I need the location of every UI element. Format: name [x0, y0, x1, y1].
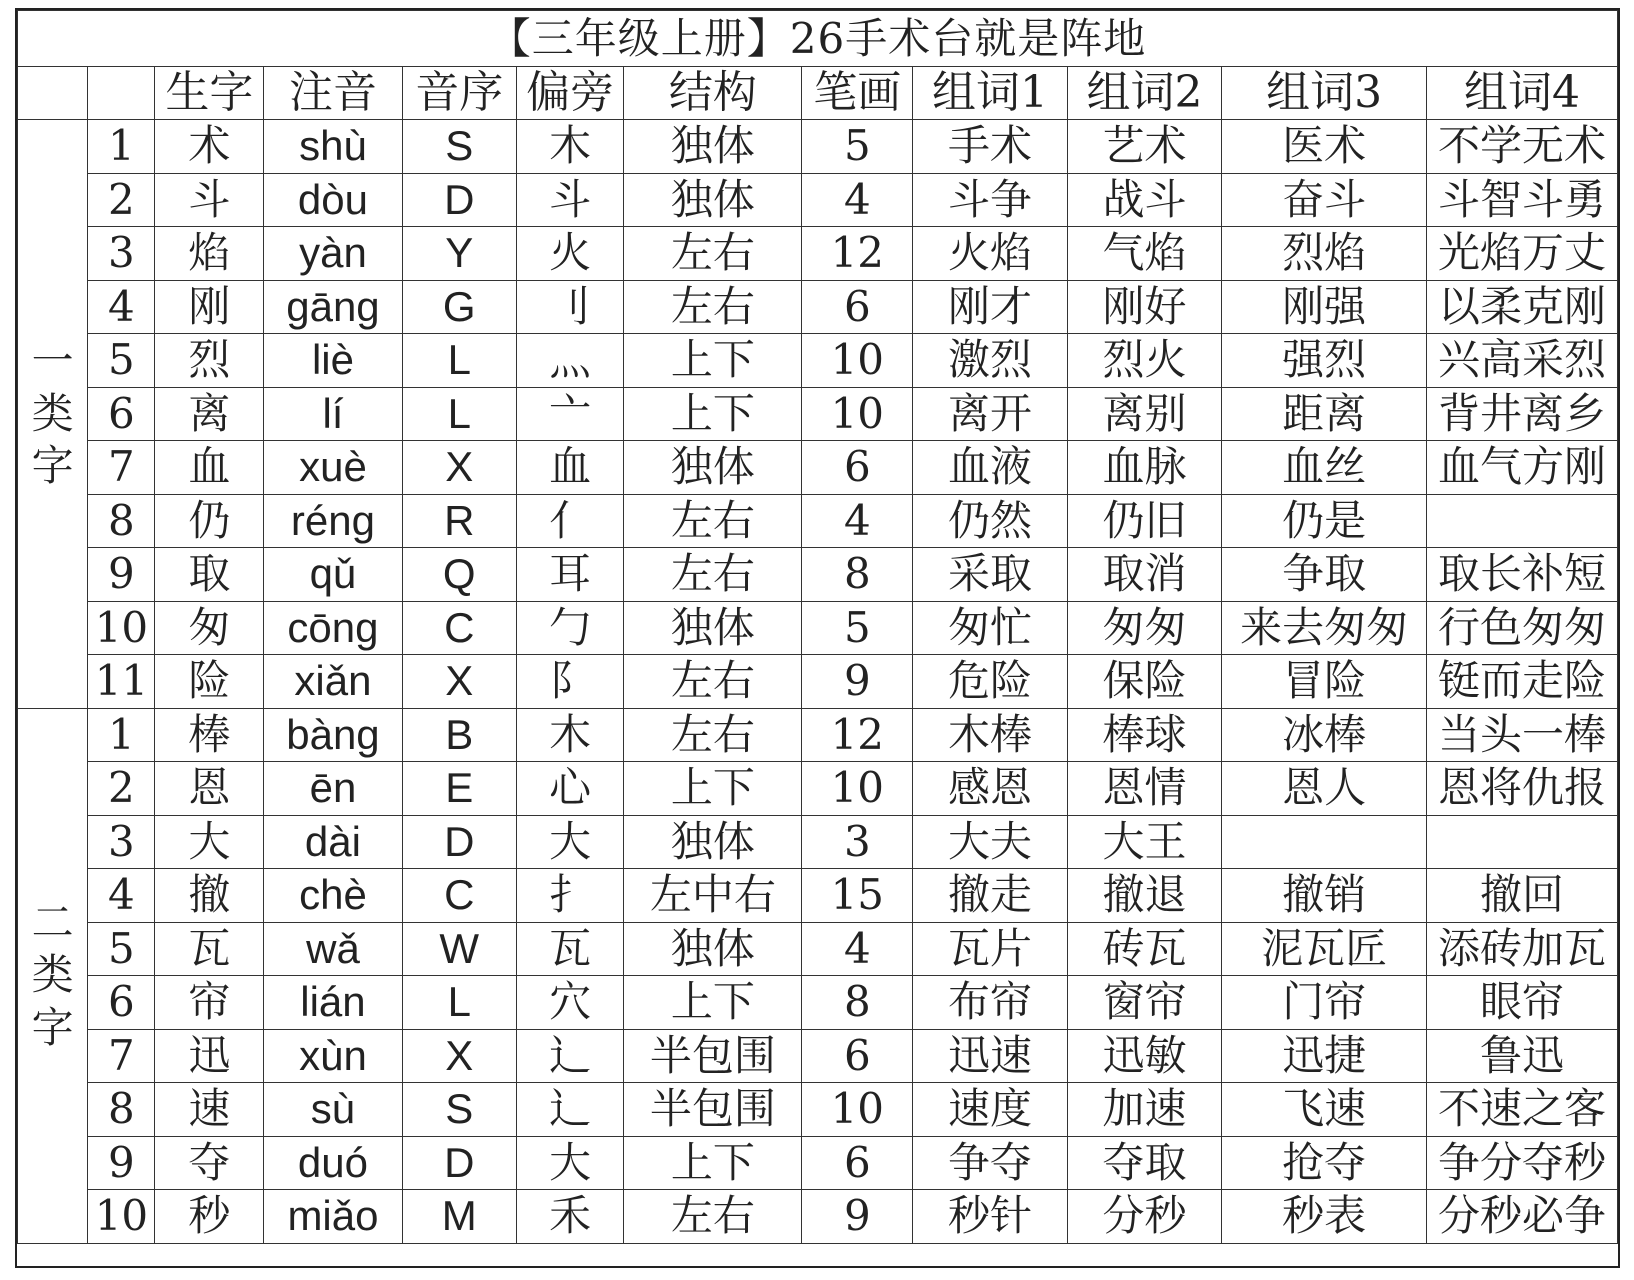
word2-cell: 迅敏	[1067, 1029, 1222, 1083]
strokes-cell: 6	[802, 1136, 913, 1190]
character-cell: 险	[155, 655, 264, 709]
structure-cell: 上下	[624, 387, 802, 441]
word4-cell: 分秒必争	[1426, 1190, 1617, 1244]
order-cell: X	[402, 1029, 516, 1083]
header-row	[18, 67, 1618, 120]
character-cell: 取	[155, 548, 264, 602]
pinyin-cell: liè	[264, 334, 403, 388]
strokes-cell: 5	[802, 120, 913, 174]
vocabulary-table	[17, 10, 1618, 1244]
number-cell: 7	[88, 441, 155, 495]
word1-cell: 火焰	[913, 227, 1068, 281]
word3-cell: 烈焰	[1222, 227, 1427, 281]
word3-cell: 来去匆匆	[1222, 601, 1427, 655]
radical-cell: 大	[516, 815, 624, 869]
order-cell: X	[402, 441, 516, 495]
pinyin-cell: lí	[264, 387, 403, 441]
header-cell-pinyin: 注音	[264, 67, 403, 120]
strokes-cell: 10	[802, 387, 913, 441]
character-cell: 瓦	[155, 922, 264, 976]
number-cell: 9	[88, 1136, 155, 1190]
header-cell-blank-group	[18, 67, 88, 120]
word1-cell: 速度	[913, 1083, 1068, 1137]
number-cell: 4	[88, 869, 155, 923]
radical-cell: 血	[516, 441, 624, 495]
character-cell: 秒	[155, 1190, 264, 1244]
header-cell-char: 生字	[155, 67, 264, 120]
pinyin-cell: bàng	[264, 708, 403, 762]
word2-cell: 加速	[1067, 1083, 1222, 1137]
table-row	[18, 1190, 1618, 1244]
strokes-cell: 9	[802, 1190, 913, 1244]
word4-cell: 撤回	[1426, 869, 1617, 923]
strokes-cell: 3	[802, 815, 913, 869]
number-cell: 1	[88, 708, 155, 762]
character-cell: 夺	[155, 1136, 264, 1190]
character-cell: 血	[155, 441, 264, 495]
radical-cell: 扌	[516, 869, 624, 923]
word2-cell: 棒球	[1067, 708, 1222, 762]
word4-cell: 光焰万丈	[1426, 227, 1617, 281]
pinyin-cell: shù	[264, 120, 403, 174]
structure-cell: 上下	[624, 976, 802, 1030]
order-cell: D	[402, 1136, 516, 1190]
number-cell: 5	[88, 334, 155, 388]
order-cell: B	[402, 708, 516, 762]
word4-cell: 铤而走险	[1426, 655, 1617, 709]
word1-cell: 争夺	[913, 1136, 1068, 1190]
structure-cell: 上下	[624, 762, 802, 816]
pinyin-cell: xùn	[264, 1029, 403, 1083]
character-cell: 迅	[155, 1029, 264, 1083]
strokes-cell: 8	[802, 976, 913, 1030]
pinyin-cell: yàn	[264, 227, 403, 281]
header-cell-strokes: 笔画	[802, 67, 913, 120]
order-cell: D	[402, 815, 516, 869]
word3-cell	[1222, 815, 1427, 869]
strokes-cell: 8	[802, 548, 913, 602]
word4-cell: 兴高采烈	[1426, 334, 1617, 388]
radical-cell: 阝	[516, 655, 624, 709]
word1-cell: 木棒	[913, 708, 1068, 762]
word1-cell: 斗争	[913, 173, 1068, 227]
structure-cell: 左右	[624, 1190, 802, 1244]
word1-cell: 采取	[913, 548, 1068, 602]
word2-cell: 血脉	[1067, 441, 1222, 495]
table-row	[18, 387, 1618, 441]
word4-cell: 行色匆匆	[1426, 601, 1617, 655]
word3-cell: 仍是	[1222, 494, 1427, 548]
word4-cell: 背井离乡	[1426, 387, 1617, 441]
character-cell: 大	[155, 815, 264, 869]
radical-cell: 亠	[516, 387, 624, 441]
word1-cell: 迅速	[913, 1029, 1068, 1083]
pinyin-cell: dòu	[264, 173, 403, 227]
strokes-cell: 12	[802, 708, 913, 762]
radical-cell: 辶	[516, 1029, 624, 1083]
pinyin-cell: wǎ	[264, 922, 403, 976]
word3-cell: 距离	[1222, 387, 1427, 441]
strokes-cell: 6	[802, 441, 913, 495]
character-cell: 恩	[155, 762, 264, 816]
pinyin-cell: miǎo	[264, 1190, 403, 1244]
word1-cell: 布帘	[913, 976, 1068, 1030]
word3-cell: 迅捷	[1222, 1029, 1427, 1083]
word4-cell: 以柔克刚	[1426, 280, 1617, 334]
word1-cell: 感恩	[913, 762, 1068, 816]
order-cell: D	[402, 173, 516, 227]
word1-cell: 危险	[913, 655, 1068, 709]
table-row	[18, 441, 1618, 495]
word2-cell: 窗帘	[1067, 976, 1222, 1030]
order-cell: W	[402, 922, 516, 976]
word4-cell: 取长补短	[1426, 548, 1617, 602]
word1-cell: 秒针	[913, 1190, 1068, 1244]
character-cell: 刚	[155, 280, 264, 334]
character-cell: 匆	[155, 601, 264, 655]
radical-cell: 耳	[516, 548, 624, 602]
table-row	[18, 762, 1618, 816]
header-cell-structure: 结构	[624, 67, 802, 120]
table-row	[18, 494, 1618, 548]
number-cell: 6	[88, 976, 155, 1030]
title-row	[18, 11, 1618, 67]
group-label-cell	[18, 120, 88, 709]
number-cell: 8	[88, 1083, 155, 1137]
pinyin-cell: gāng	[264, 280, 403, 334]
order-cell: C	[402, 601, 516, 655]
word3-cell: 泥瓦匠	[1222, 922, 1427, 976]
word4-cell	[1426, 815, 1617, 869]
number-cell: 5	[88, 922, 155, 976]
order-cell: S	[402, 1083, 516, 1137]
radical-cell: 禾	[516, 1190, 624, 1244]
order-cell: M	[402, 1190, 516, 1244]
structure-cell: 上下	[624, 1136, 802, 1190]
pinyin-cell: duó	[264, 1136, 403, 1190]
strokes-cell: 10	[802, 762, 913, 816]
order-cell: G	[402, 280, 516, 334]
word2-cell: 夺取	[1067, 1136, 1222, 1190]
word3-cell: 争取	[1222, 548, 1427, 602]
character-cell: 斗	[155, 173, 264, 227]
word2-cell: 气焰	[1067, 227, 1222, 281]
word3-cell: 飞速	[1222, 1083, 1427, 1137]
word1-cell: 仍然	[913, 494, 1068, 548]
radical-cell: 勹	[516, 601, 624, 655]
word2-cell: 仍旧	[1067, 494, 1222, 548]
radical-cell: 斗	[516, 173, 624, 227]
character-cell: 术	[155, 120, 264, 174]
character-cell: 焰	[155, 227, 264, 281]
word2-cell: 离别	[1067, 387, 1222, 441]
word3-cell: 恩人	[1222, 762, 1427, 816]
character-cell: 棒	[155, 708, 264, 762]
order-cell: X	[402, 655, 516, 709]
word2-cell: 艺术	[1067, 120, 1222, 174]
word4-cell: 眼帘	[1426, 976, 1617, 1030]
word1-cell: 瓦片	[913, 922, 1068, 976]
word4-cell: 恩将仇报	[1426, 762, 1617, 816]
number-cell: 1	[88, 120, 155, 174]
table-row	[18, 173, 1618, 227]
pinyin-cell: ēn	[264, 762, 403, 816]
order-cell: C	[402, 869, 516, 923]
number-cell: 2	[88, 173, 155, 227]
table-row	[18, 601, 1618, 655]
pinyin-cell: xuè	[264, 441, 403, 495]
table-row	[18, 280, 1618, 334]
table-row	[18, 227, 1618, 281]
structure-cell: 独体	[624, 815, 802, 869]
number-cell: 6	[88, 387, 155, 441]
order-cell: Q	[402, 548, 516, 602]
radical-cell: 大	[516, 1136, 624, 1190]
word4-cell: 血气方刚	[1426, 441, 1617, 495]
character-cell: 帘	[155, 976, 264, 1030]
table-row	[18, 334, 1618, 388]
radical-cell: 穴	[516, 976, 624, 1030]
radical-cell: 火	[516, 227, 624, 281]
word4-cell: 斗智斗勇	[1426, 173, 1617, 227]
word2-cell: 恩情	[1067, 762, 1222, 816]
pinyin-cell: qǔ	[264, 548, 403, 602]
header-cell-order: 音序	[402, 67, 516, 120]
table-row	[18, 1136, 1618, 1190]
word1-cell: 激烈	[913, 334, 1068, 388]
strokes-cell: 5	[802, 601, 913, 655]
pinyin-cell: xiǎn	[264, 655, 403, 709]
word4-cell: 不速之客	[1426, 1083, 1617, 1137]
structure-cell: 左右	[624, 708, 802, 762]
strokes-cell: 4	[802, 922, 913, 976]
number-cell: 7	[88, 1029, 155, 1083]
structure-cell: 半包围	[624, 1083, 802, 1137]
table-row	[18, 548, 1618, 602]
pinyin-cell: chè	[264, 869, 403, 923]
number-cell: 3	[88, 815, 155, 869]
radical-cell: 灬	[516, 334, 624, 388]
group-label: 一类字	[31, 336, 74, 490]
structure-cell: 独体	[624, 120, 802, 174]
table-row	[18, 655, 1618, 709]
word2-cell: 匆匆	[1067, 601, 1222, 655]
character-cell: 离	[155, 387, 264, 441]
structure-cell: 左右	[624, 655, 802, 709]
word2-cell: 刚好	[1067, 280, 1222, 334]
strokes-cell: 10	[802, 334, 913, 388]
structure-cell: 左中右	[624, 869, 802, 923]
structure-cell: 左右	[624, 227, 802, 281]
strokes-cell: 9	[802, 655, 913, 709]
word3-cell: 血丝	[1222, 441, 1427, 495]
word2-cell: 砖瓦	[1067, 922, 1222, 976]
radical-cell: 心	[516, 762, 624, 816]
number-cell: 10	[88, 601, 155, 655]
structure-cell: 独体	[624, 173, 802, 227]
word2-cell: 分秒	[1067, 1190, 1222, 1244]
structure-cell: 独体	[624, 441, 802, 495]
structure-cell: 半包围	[624, 1029, 802, 1083]
radical-cell: 瓦	[516, 922, 624, 976]
radical-cell: 木	[516, 708, 624, 762]
order-cell: Y	[402, 227, 516, 281]
word3-cell: 秒表	[1222, 1190, 1427, 1244]
number-cell: 11	[88, 655, 155, 709]
word4-cell: 争分夺秒	[1426, 1136, 1617, 1190]
word4-cell: 当头一棒	[1426, 708, 1617, 762]
table-row	[18, 708, 1618, 762]
page-title: 【三年级上册】26手术台就是阵地	[18, 11, 1618, 67]
header-cell-word2: 组词2	[1067, 67, 1222, 120]
word4-cell	[1426, 494, 1617, 548]
radical-cell: 刂	[516, 280, 624, 334]
order-cell: L	[402, 334, 516, 388]
header-cell-word4: 组词4	[1426, 67, 1617, 120]
pinyin-cell: lián	[264, 976, 403, 1030]
number-cell: 9	[88, 548, 155, 602]
header-cell-word1: 组词1	[913, 67, 1068, 120]
word3-cell: 门帘	[1222, 976, 1427, 1030]
pinyin-cell: réng	[264, 494, 403, 548]
header-cell-blank-number	[88, 67, 155, 120]
table-row	[18, 120, 1618, 174]
number-cell: 2	[88, 762, 155, 816]
structure-cell: 左右	[624, 280, 802, 334]
word1-cell: 离开	[913, 387, 1068, 441]
pinyin-cell: cōng	[264, 601, 403, 655]
strokes-cell: 10	[802, 1083, 913, 1137]
structure-cell: 上下	[624, 334, 802, 388]
structure-cell: 独体	[624, 601, 802, 655]
word1-cell: 刚才	[913, 280, 1068, 334]
word3-cell: 抢夺	[1222, 1136, 1427, 1190]
word3-cell: 冰棒	[1222, 708, 1427, 762]
word3-cell: 强烈	[1222, 334, 1427, 388]
word2-cell: 烈火	[1067, 334, 1222, 388]
word1-cell: 匆忙	[913, 601, 1068, 655]
number-cell: 4	[88, 280, 155, 334]
word2-cell: 撤退	[1067, 869, 1222, 923]
order-cell: L	[402, 976, 516, 1030]
word2-cell: 大王	[1067, 815, 1222, 869]
order-cell: L	[402, 387, 516, 441]
order-cell: R	[402, 494, 516, 548]
structure-cell: 左右	[624, 494, 802, 548]
word4-cell: 添砖加瓦	[1426, 922, 1617, 976]
word2-cell: 取消	[1067, 548, 1222, 602]
order-cell: E	[402, 762, 516, 816]
radical-cell: 辶	[516, 1083, 624, 1137]
character-cell: 速	[155, 1083, 264, 1137]
word3-cell: 撤销	[1222, 869, 1427, 923]
word3-cell: 刚强	[1222, 280, 1427, 334]
order-cell: S	[402, 120, 516, 174]
pinyin-cell: dài	[264, 815, 403, 869]
word2-cell: 保险	[1067, 655, 1222, 709]
strokes-cell: 4	[802, 173, 913, 227]
header-cell-radical: 偏旁	[516, 67, 624, 120]
table-row	[18, 1029, 1618, 1083]
number-cell: 10	[88, 1190, 155, 1244]
strokes-cell: 6	[802, 1029, 913, 1083]
strokes-cell: 4	[802, 494, 913, 548]
strokes-cell: 15	[802, 869, 913, 923]
table-row	[18, 976, 1618, 1030]
word1-cell: 大夫	[913, 815, 1068, 869]
structure-cell: 左右	[624, 548, 802, 602]
radical-cell: 亻	[516, 494, 624, 548]
table-row	[18, 922, 1618, 976]
header-cell-word3: 组词3	[1222, 67, 1427, 120]
word3-cell: 医术	[1222, 120, 1427, 174]
number-cell: 8	[88, 494, 155, 548]
strokes-cell: 6	[802, 280, 913, 334]
pinyin-cell: sù	[264, 1083, 403, 1137]
number-cell: 3	[88, 227, 155, 281]
table-row	[18, 1083, 1618, 1137]
table-row	[18, 815, 1618, 869]
character-cell: 烈	[155, 334, 264, 388]
table-row	[18, 869, 1618, 923]
character-cell: 撤	[155, 869, 264, 923]
word4-cell: 鲁迅	[1426, 1029, 1617, 1083]
word4-cell: 不学无术	[1426, 120, 1617, 174]
word2-cell: 战斗	[1067, 173, 1222, 227]
vocabulary-sheet	[15, 8, 1620, 1268]
word1-cell: 手术	[913, 120, 1068, 174]
radical-cell: 木	[516, 120, 624, 174]
word1-cell: 血液	[913, 441, 1068, 495]
structure-cell: 独体	[624, 922, 802, 976]
word1-cell: 撤走	[913, 869, 1068, 923]
word3-cell: 奋斗	[1222, 173, 1427, 227]
group-label: 二类字	[31, 897, 74, 1052]
character-cell: 仍	[155, 494, 264, 548]
word3-cell: 冒险	[1222, 655, 1427, 709]
group-label-cell	[18, 708, 88, 1243]
strokes-cell: 12	[802, 227, 913, 281]
